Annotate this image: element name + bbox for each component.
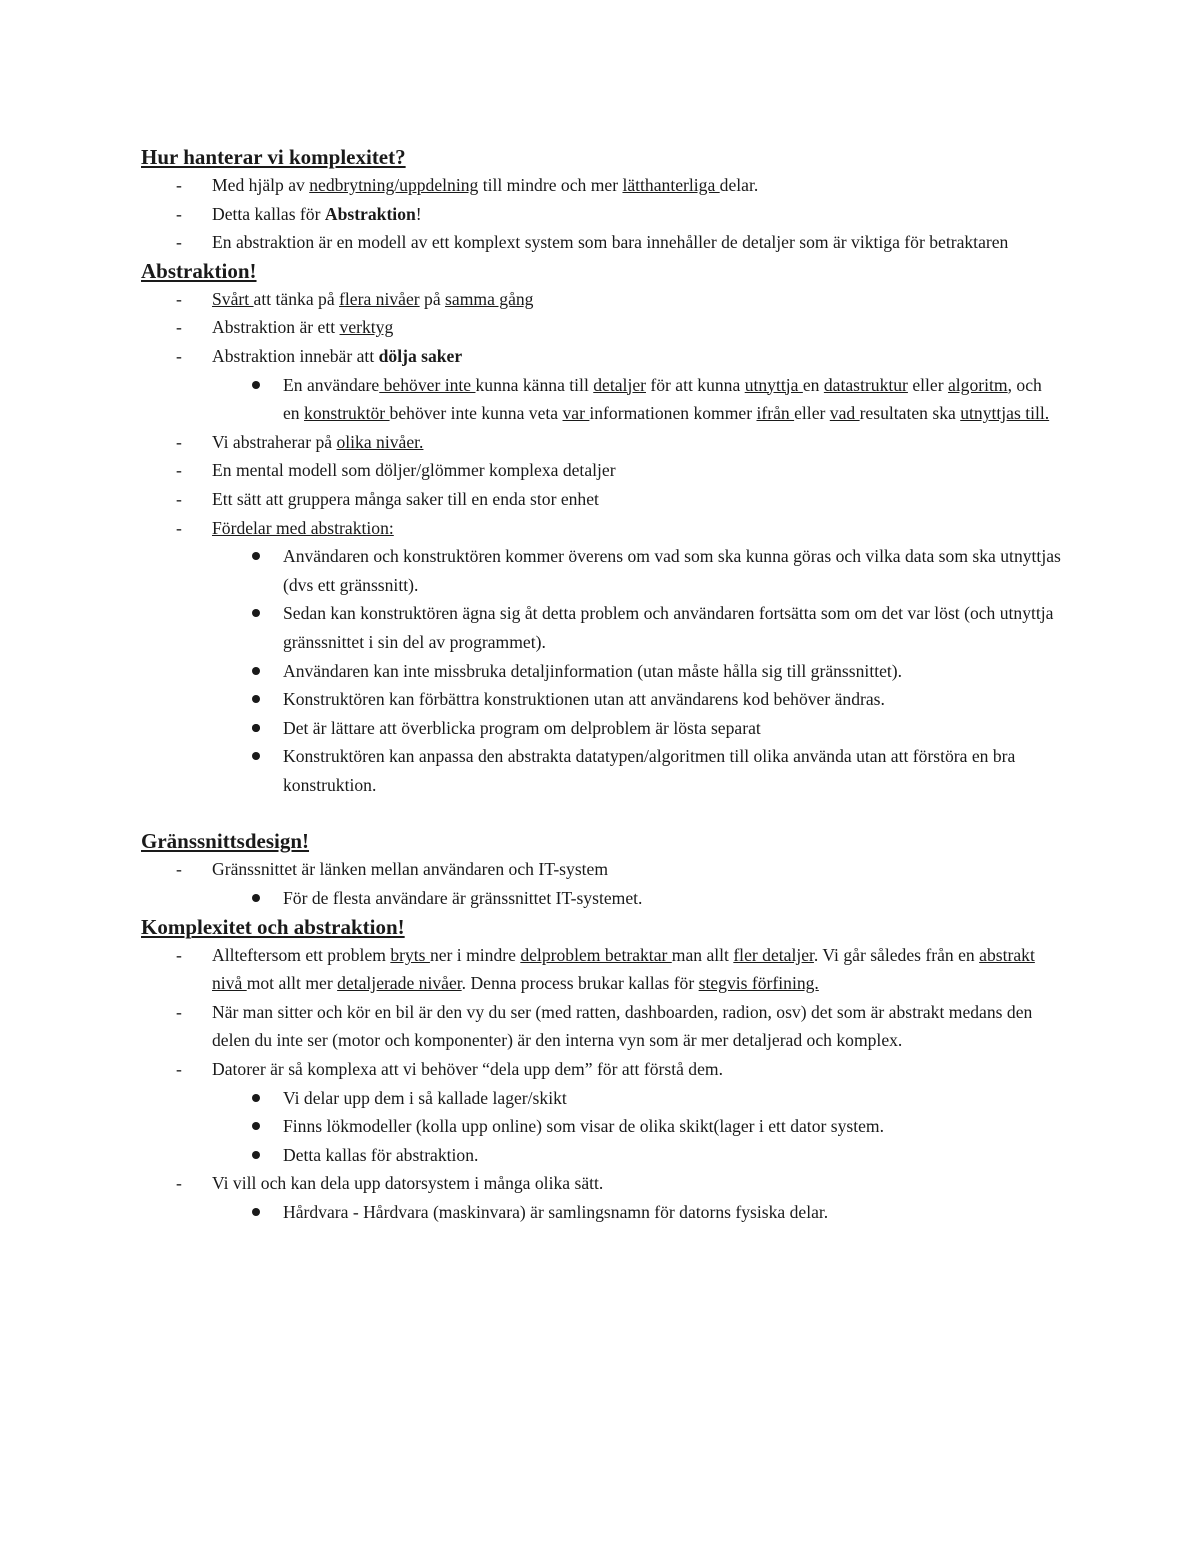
text-run: Användaren kan inte missbruka detaljinformation (utan måste hålla sig till gränssnittet).	[283, 660, 903, 681]
dash-list-item	[141, 514, 1061, 543]
underlined-text: fler detaljer	[733, 944, 814, 965]
dash-list-item	[141, 285, 1061, 314]
underlined-text: Svårt	[212, 288, 254, 309]
dash-list-item	[141, 855, 1061, 884]
underlined-text: abstrakt nivå	[212, 944, 1035, 994]
bullet-list-item	[141, 599, 1061, 656]
bullet-list-item	[141, 1141, 1061, 1170]
text-run: En användare	[283, 374, 380, 395]
bullet-list-item	[141, 714, 1061, 743]
underlined-text: delproblem betraktar	[520, 944, 672, 965]
text-run: eller	[907, 374, 948, 395]
dash-list-item	[141, 200, 1061, 229]
text-run: Abstraktion är ett	[212, 317, 340, 338]
dash-list-item	[141, 485, 1061, 514]
dash-list-item	[141, 313, 1061, 342]
underlined-text: verktyg	[339, 317, 394, 338]
bullet-list-item	[141, 542, 1061, 599]
section-heading: Komplexitet och abstraktion!	[141, 914, 405, 939]
underlined-text: utnyttjas till.	[960, 403, 1050, 424]
document-body	[141, 143, 1061, 1227]
text-run: Vi abstraherar på	[212, 431, 337, 452]
text-run: mot allt mer	[246, 973, 338, 994]
dash-list-item	[141, 998, 1061, 1055]
text-run: Datorer är så komplexa att vi behöver “dela upp dem” för att förstå dem.	[212, 1059, 723, 1080]
text-run: Vi delar upp dem i så kallade lager/skikt	[283, 1087, 567, 1108]
underlined-text: bryts	[390, 944, 430, 965]
text-run: ner i mindre	[429, 944, 521, 965]
section-heading: Abstraktion!	[141, 258, 257, 283]
text-run: En mental modell som döljer/glömmer komplexa detaljer	[212, 460, 616, 481]
text-run: När man sitter och kör en bil är den vy du ser (med ratten, dashboarden, radion, osv) det som är abstrakt medans den delen du inte ser (motor och komponenter) är den interna vyn som är mer detaljerad och komplex.	[212, 1001, 1033, 1051]
dash-list-item	[141, 428, 1061, 457]
text-run: behöver inte kunna veta	[389, 403, 563, 424]
text-run: För de flesta användare är gränssnittet IT-systemet.	[283, 888, 643, 909]
underlined-text: stegvis förfining.	[698, 973, 819, 994]
text-run: Konstruktören kan förbättra konstruktionen utan att användarens kod behöver ändras.	[283, 689, 885, 710]
text-run: att tänka på	[253, 288, 340, 309]
bullet-list-item	[141, 657, 1061, 686]
underlined-text: detaljer	[593, 374, 646, 395]
text-run: En abstraktion är en modell av ett komplext system som bara innehåller de detaljer som är viktiga för betraktaren	[212, 232, 1009, 253]
underlined-text: utnyttja	[744, 374, 803, 395]
dash-list-item	[141, 941, 1061, 998]
bullet-list-item	[141, 742, 1061, 799]
underlined-text: algoritm	[947, 374, 1008, 395]
text-run: Sedan kan konstruktören ägna sig åt detta problem och användaren fortsätta som om det var löst (och utnyttja gränssnittet i sin del av programmet).	[283, 603, 1054, 652]
text-run: informationen kommer	[589, 403, 757, 424]
section-heading: Hur hanterar vi komplexitet?	[141, 145, 406, 169]
text-run: Med hjälp av	[212, 175, 310, 195]
bullet-list-item	[141, 1112, 1061, 1141]
dash-list-item	[141, 171, 1061, 200]
text-run: Det är lättare att överblicka program om delproblem är lösta separat	[283, 717, 761, 738]
bullet-list-item	[141, 1084, 1061, 1113]
text-run: Finns lökmodeller (kolla upp online) som visar de olika skikt(lager i ett dator system.	[283, 1116, 885, 1137]
underlined-text: var	[562, 403, 590, 424]
underlined-text: konstruktör	[304, 403, 390, 424]
underlined-text: datastruktur	[823, 374, 908, 395]
underlined-text: ifrån	[756, 403, 795, 424]
text-run: delar.	[719, 175, 759, 195]
underlined-text: nedbrytning/uppdelning	[309, 175, 479, 195]
text-run: , och en	[283, 374, 1042, 424]
bold-text: dölja saker	[378, 345, 463, 366]
underlined-text: samma gång	[445, 288, 534, 309]
text-run: Användaren och konstruktören kommer överens om vad som ska kunna göras och vilka data som ska utnyttjas (dvs ett gränssnitt).	[283, 546, 1061, 595]
text-run: . Vi går således från en	[813, 944, 980, 965]
text-run: !	[415, 203, 422, 224]
underlined-text: lätthanterliga	[622, 175, 720, 195]
bullet-list-item	[141, 371, 1061, 428]
text-run: till mindre och mer	[478, 175, 623, 195]
text-run: Ett sätt att gruppera många saker till en enda stor enhet	[212, 488, 599, 509]
text-run: eller	[794, 403, 830, 424]
bullet-list-item	[141, 685, 1061, 714]
text-run: kunna känna till	[475, 374, 594, 395]
underlined-text: Fördelar med abstraktion:	[212, 517, 394, 538]
underlined-text: olika nivåer.	[336, 431, 424, 452]
bullet-list-item	[141, 1198, 1061, 1227]
text-run: Detta kallas för abstraktion.	[283, 1144, 479, 1165]
text-run: Allteftersom ett problem	[212, 944, 391, 965]
bold-text: Abstraktion	[324, 203, 416, 224]
dash-list-item	[141, 1055, 1061, 1084]
text-run: på	[419, 288, 446, 309]
underlined-text: vad	[829, 403, 860, 424]
blank-line	[141, 799, 1061, 827]
dash-list-item	[141, 228, 1061, 257]
text-run: för att kunna	[646, 374, 745, 395]
text-run: Hårdvara - Hårdvara (maskinvara) är samlingsnamn för datorns fysiska delar.	[283, 1202, 829, 1222]
text-run: . Denna process brukar kallas för	[461, 973, 699, 994]
text-run: en	[802, 374, 824, 395]
text-run: Detta kallas för	[212, 203, 325, 224]
text-run: Vi vill och kan dela upp datorsystem i många olika sätt.	[212, 1173, 604, 1194]
text-run: man allt	[671, 944, 734, 965]
section-heading: Gränssnittsdesign!	[141, 829, 310, 854]
underlined-text: behöver inte	[379, 374, 476, 395]
bullet-list-item	[141, 884, 1061, 913]
underlined-text: detaljerade nivåer	[337, 973, 462, 994]
text-run: Abstraktion innebär att	[212, 345, 379, 366]
text-run: resultaten ska	[859, 403, 961, 424]
text-run: Konstruktören kan anpassa den abstrakta datatypen/algoritmen till olika använda utan att förstöra en bra konstruktion.	[283, 746, 1016, 795]
text-run: Gränssnittet är länken mellan användaren och IT-system	[212, 859, 609, 880]
dash-list-item	[141, 456, 1061, 485]
dash-list-item	[141, 1169, 1061, 1198]
dash-list-item	[141, 342, 1061, 371]
underlined-text: flera nivåer	[339, 288, 420, 309]
